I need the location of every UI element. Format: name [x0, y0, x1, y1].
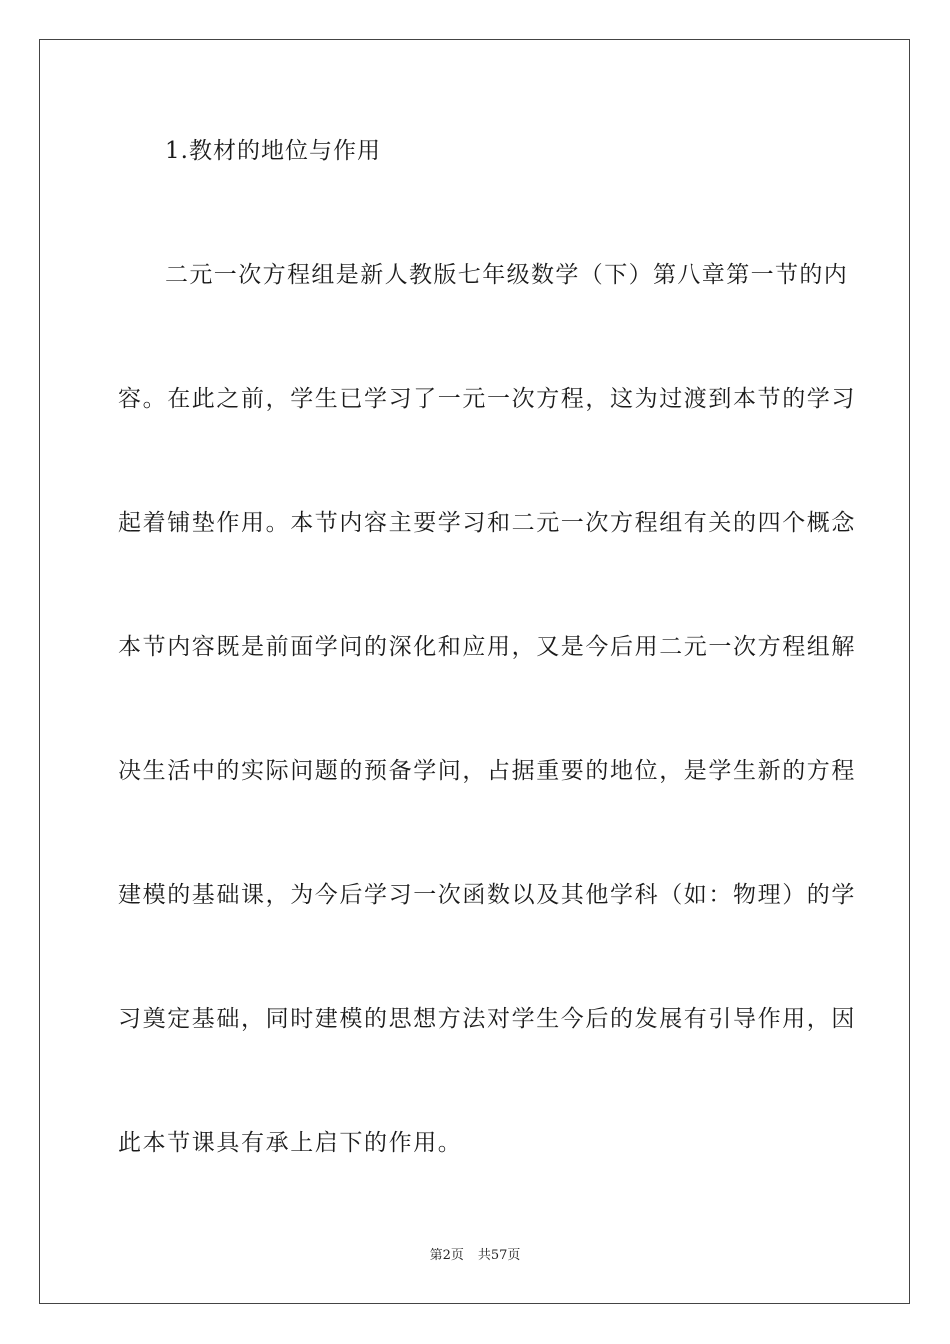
- page-number: 第2页: [429, 1248, 464, 1263]
- paragraph-line-7: 习奠定基础，同时建模的思想方法对学生今后的发展有引导作用，因: [118, 1006, 856, 1032]
- paragraph-line-1: 二元一次方程组是新人教版七年级数学（下）第八章第一节的内: [165, 262, 849, 288]
- paragraph-line-6: 建模的基础课，为今后学习一次函数以及其他学科（如：物理）的学: [118, 882, 856, 908]
- section-heading: 1.教材的地位与作用: [165, 138, 381, 164]
- paragraph-line-3: 起着铺垫作用。本节内容主要学习和二元一次方程组有关的四个概念: [118, 510, 856, 536]
- page-total: 共57页: [477, 1248, 521, 1263]
- page-border: [39, 39, 910, 1304]
- paragraph-line-5: 决生活中的实际问题的预备学问，占据重要的地位，是学生新的方程: [118, 758, 856, 784]
- paragraph-line-4: 本节内容既是前面学问的深化和应用，又是今后用二元一次方程组解: [118, 634, 856, 660]
- paragraph-line-8: 此本节课具有承上启下的作用。: [118, 1130, 463, 1156]
- paragraph-line-2: 容。在此之前，学生已学习了一元一次方程，这为过渡到本节的学习: [118, 386, 856, 412]
- page-footer: [0, 1247, 950, 1265]
